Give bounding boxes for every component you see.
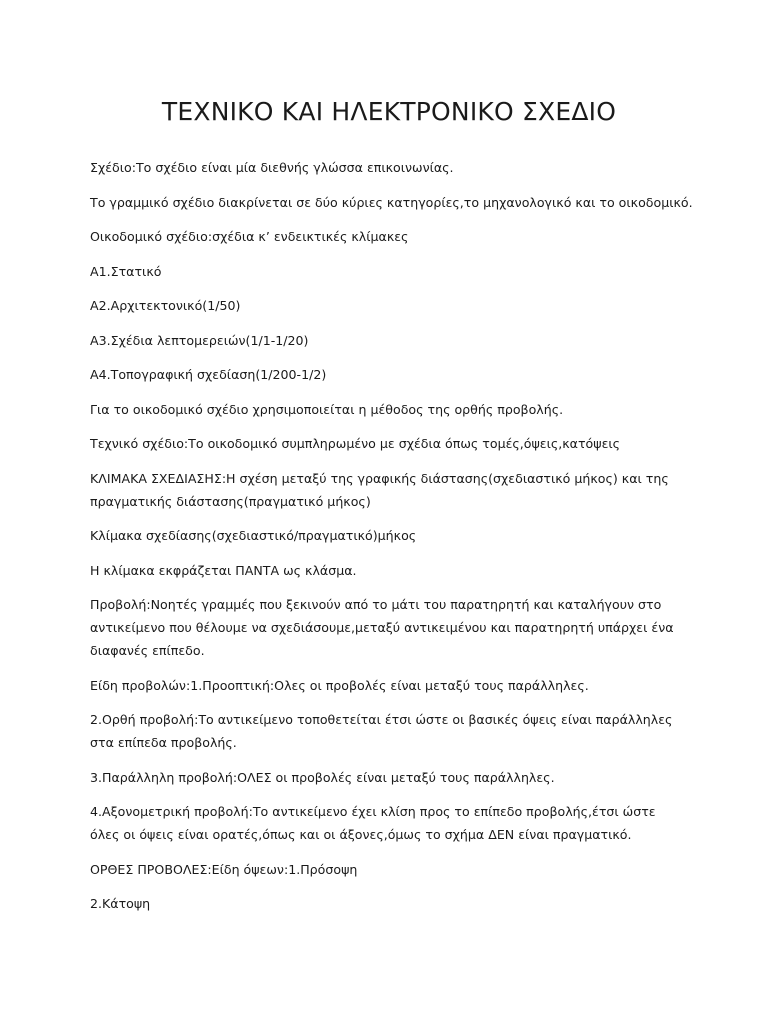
paragraph-a3: Α3.Σχέδια λεπτομερειών(1/1-1/20) xyxy=(90,332,309,348)
paragraph-orthogonal-method: Για το οικοδομικό σχέδιο χρησιμοποιείται η μέθοδος της ορθής προβολής. xyxy=(90,401,564,417)
paragraph-parallel-projection: 3.Παράλληλη προβολή:ΟΛΕΣ οι προβολές είναι μεταξύ τους παράλληλες. xyxy=(90,769,555,785)
paragraph-scale-formula: Κλίμακα σχεδίασης(σχεδιαστικό/πραγματικό)μήκος xyxy=(90,528,417,543)
paragraph-scale-fraction: Η κλίμακα εκφράζεται ΠΑΝΤΑ ως κλάσμα. xyxy=(90,562,357,578)
paragraph-drawing-scale: ΚΛΙΜΑΚΑ ΣΧΕΔΙΑΣΗΣ:Η σχέση μεταξύ της γραφικής διάστασης(σχεδιαστικό μήκος) και της πραγματικής διάστασης(πραγματικό μήκος) xyxy=(90,470,669,509)
paragraph-a1: Α1.Στατικό xyxy=(90,263,162,279)
paragraph-axonometric-projection: 4.Αξονομετρική προβολή:Το αντικείμενο έχει κλίση προς το επίπεδο προβολής,έτσι ώστε όλες οι όψεις είναι ορατές,όπως και οι άξονες,όμως το σχήμα ΔΕΝ είναι πραγματικό. xyxy=(90,804,656,842)
paragraph-plan-view: 2.Κάτοψη xyxy=(90,896,151,911)
paragraph-building-drawing: Οικοδομικό σχέδιο:σχέδια κ’ ενδεικτικές κλίμακες xyxy=(90,229,409,244)
paragraph-projection: Προβολή:Νοητές γραμμές που ξεκινούν από το μάτι του παρατηρητή και καταλήγουν στο αντικείμενο που θέλουμε να σχεδιάσουμε,μεταξύ αντικειμένου και παρατηρητή υπάρχει ένα διαφανές επίπεδο. xyxy=(90,597,674,658)
paragraph-technical-drawing: Τεχνικό σχέδιο:Το οικοδομικό συμπληρωμένο με σχέδια όπως τομές,όψεις,κατόψεις xyxy=(90,436,621,451)
document-title: ΤΕΧΝΙΚΟ ΚΑΙ ΗΛΕΚΤΡΟΝΙΚΟ ΣΧΕΔΙΟ xyxy=(161,97,617,126)
paragraph-categories: Το γραμμικό σχέδιο διακρίνεται σε δύο κύριες κατηγορίες,το μηχανολογικό και το οικοδομικό. xyxy=(90,194,693,210)
paragraph-orthogonal-projection: 2.Ορθή προβολή:Το αντικείμενο τοποθετείται έτσι ώστε οι βασικές όψεις είναι παράλληλες στα επίπεδα προβολής. xyxy=(90,712,673,750)
paragraph-orthogonal-views: ΟΡΘΕΣ ΠΡΟΒΟΛΕΣ:Είδη όψεων:1.Πρόσοψη xyxy=(90,861,358,877)
paragraph-a4: Α4.Τοπογραφική σχεδίαση(1/200-1/2) xyxy=(90,367,327,382)
paragraph-definition: Σχέδιο:Το σχέδιο είναι μία διεθνής γλώσσα επικοινωνίας. xyxy=(90,160,454,175)
paragraph-a2: Α2.Αρχιτεκτονικό(1/50) xyxy=(90,298,241,313)
paragraph-projection-types: Είδη προβολών:1.Προοπτική:Ολες οι προβολές είναι μεταξύ τους παράλληλες. xyxy=(90,677,589,693)
